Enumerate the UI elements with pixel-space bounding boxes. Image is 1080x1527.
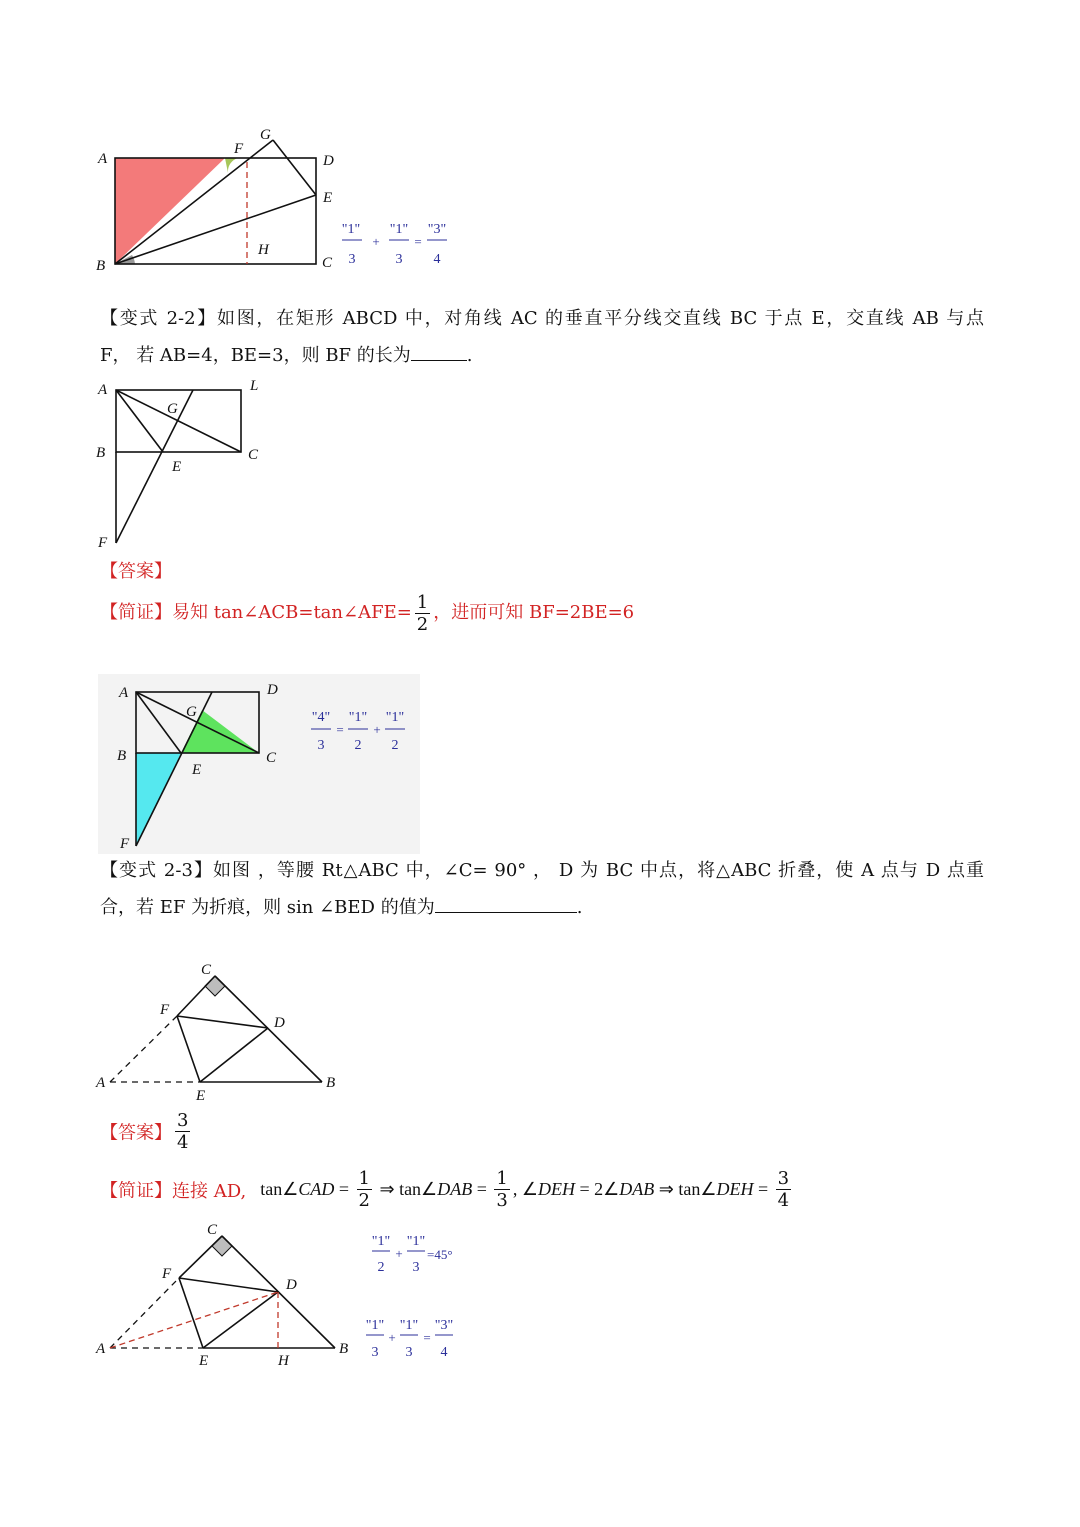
problem-2-2-period: .	[466, 345, 473, 366]
label-e: E	[192, 762, 202, 778]
svg-text:"3": "3"	[434, 1318, 454, 1333]
proof-label-2-2: 【简证】	[100, 602, 172, 623]
problem-2-3-text1: 如图 ，等腰 Rt△ABC 中，∠C= 90° ， D 为 BC 中点，将△ABC 折叠，使 A 点与 D 点重	[213, 860, 984, 881]
label-b: B	[96, 445, 106, 461]
proof-text-2-2a: 易知 tan∠ACB=tan∠AFE=	[172, 602, 412, 623]
svg-text:"1": "1"	[348, 710, 368, 725]
problem-2-2-line2	[100, 337, 984, 374]
problem-2-3-period: .	[576, 897, 583, 918]
svg-text:=45°: =45°	[427, 1247, 453, 1262]
proof-2-2	[100, 589, 634, 637]
right-angle-mark	[205, 976, 225, 996]
math-part-3: , ∠DEH = 2∠DAB ⇒ tan∠DEH =	[512, 1179, 773, 1199]
figure-isosceles-fold	[90, 958, 350, 1103]
label-e: E	[323, 190, 333, 206]
label-a: A	[119, 685, 129, 701]
figure-rectangle-colored	[98, 674, 428, 854]
answer-2-3	[100, 1110, 193, 1153]
proof-label-2-3: 【简证】	[100, 1180, 172, 1202]
label-b: B	[117, 748, 127, 764]
svg-text:4: 4	[440, 1345, 448, 1360]
figure-rectangle-bisector	[90, 375, 270, 550]
answer-blank-2-3	[435, 894, 577, 913]
label-g: G	[167, 401, 178, 417]
proof-text-2-3: 连接 AD,	[172, 1180, 247, 1202]
problem-2-3-text2: 合，若 EF 为折痕，则 sin ∠BED 的值为	[100, 897, 435, 918]
problem-2-2-text1: 如图，在矩形 ABCD 中，对角线 AC 的垂直平分线交直线 BC 于点 E，交直线 AB 与点	[216, 308, 984, 329]
shaded-triangle-abf	[115, 158, 225, 264]
label-f: F	[160, 1002, 170, 1018]
formula-four	[366, 1318, 453, 1360]
fraction-one-half: $\frac{1}{2}$	[416, 591, 429, 635]
label-a: A	[96, 1341, 106, 1357]
svg-text:"1": "1"	[389, 222, 409, 237]
svg-text:2: 2	[377, 1260, 385, 1275]
svg-text:+: +	[388, 1330, 396, 1345]
svg-text:"1": "1"	[406, 1234, 426, 1249]
label-h: H	[258, 242, 269, 258]
label-f: F	[162, 1266, 172, 1282]
problem-2-2-line1	[100, 300, 984, 337]
figure-isosceles-solution	[90, 1218, 470, 1368]
svg-text:3: 3	[371, 1345, 379, 1360]
svg-text:3: 3	[348, 252, 356, 267]
problem-2-3-line1	[100, 852, 984, 889]
math-part-2: ⇒ tan∠DAB =	[374, 1179, 492, 1199]
right-angle-mark	[212, 1236, 232, 1256]
label-e: E	[199, 1353, 209, 1369]
svg-text:3: 3	[317, 738, 325, 753]
problem-2-3-tag: 【变式 2-3】	[100, 860, 213, 881]
math-frac-2: $\frac{1}{3}$	[496, 1168, 508, 1211]
svg-text:"1": "1"	[341, 222, 361, 237]
label-c: C	[207, 1222, 218, 1238]
svg-text:"1": "1"	[399, 1318, 419, 1333]
svg-text:4: 4	[433, 252, 441, 267]
label-a: A	[96, 1075, 106, 1091]
fraction-three-quarters: $\frac{3}{4}$	[177, 1110, 189, 1153]
formula-two	[311, 710, 405, 753]
formula-one	[342, 222, 447, 267]
figure-rectangle-fold	[90, 120, 470, 275]
problem-2-2-text2: F， 若 AB=4，BE=3，则 BF 的长为	[100, 345, 411, 366]
label-c: C	[266, 750, 277, 766]
answer-label-2-2: 【答案】	[100, 561, 172, 582]
answer-blank	[411, 342, 467, 361]
label-g: G	[186, 704, 197, 720]
label-a: A	[98, 151, 108, 167]
svg-text:+: +	[373, 722, 381, 737]
label-g: G	[260, 127, 271, 143]
answer-label-2-3: 【答案】	[100, 1122, 172, 1144]
svg-text:3: 3	[405, 1345, 413, 1360]
svg-text:"4": "4"	[311, 710, 331, 725]
problem-2-3-line2	[100, 889, 984, 926]
label-b: B	[339, 1341, 349, 1357]
proof-text-2-2b: ，进而可知 BF=2BE=6	[433, 602, 635, 623]
label-e: E	[196, 1088, 206, 1104]
svg-text:"1": "1"	[385, 710, 405, 725]
svg-text:=: =	[336, 722, 344, 737]
label-d: L	[250, 378, 259, 394]
math-frac-3: $\frac{3}{4}$	[777, 1168, 790, 1211]
label-c: C	[322, 255, 333, 271]
proof-2-3	[100, 1168, 794, 1211]
svg-text:2: 2	[391, 738, 399, 753]
label-f: F	[98, 535, 108, 551]
label-c: C	[201, 962, 212, 978]
label-d: D	[286, 1277, 297, 1293]
label-f: F	[120, 836, 130, 852]
label-f: F	[234, 141, 244, 157]
svg-text:=: =	[423, 1330, 431, 1345]
angle-mark-f	[225, 158, 238, 173]
label-a: A	[98, 382, 108, 398]
label-b: B	[96, 258, 106, 274]
label-b: B	[326, 1075, 336, 1091]
formula-three	[372, 1234, 453, 1275]
svg-text:3: 3	[395, 252, 403, 267]
svg-text:3: 3	[412, 1260, 420, 1275]
label-e: E	[172, 459, 182, 475]
svg-text:=: =	[414, 234, 422, 249]
svg-text:+: +	[395, 1246, 403, 1261]
problem-2-2-tag: 【变式 2-2】	[100, 308, 217, 329]
svg-text:2: 2	[354, 738, 362, 753]
proof-math: tan∠CAD =	[260, 1179, 354, 1199]
svg-text:+: +	[372, 234, 380, 249]
label-d: D	[323, 153, 334, 169]
math-frac-1: $\frac{1}{2}$	[358, 1168, 370, 1211]
label-c: C	[248, 447, 259, 463]
label-h: H	[278, 1353, 289, 1369]
svg-text:"1": "1"	[371, 1234, 391, 1249]
label-d: D	[274, 1015, 285, 1031]
label-d: D	[267, 682, 278, 698]
svg-text:"1": "1"	[365, 1318, 385, 1333]
svg-text:"3": "3"	[427, 222, 447, 237]
